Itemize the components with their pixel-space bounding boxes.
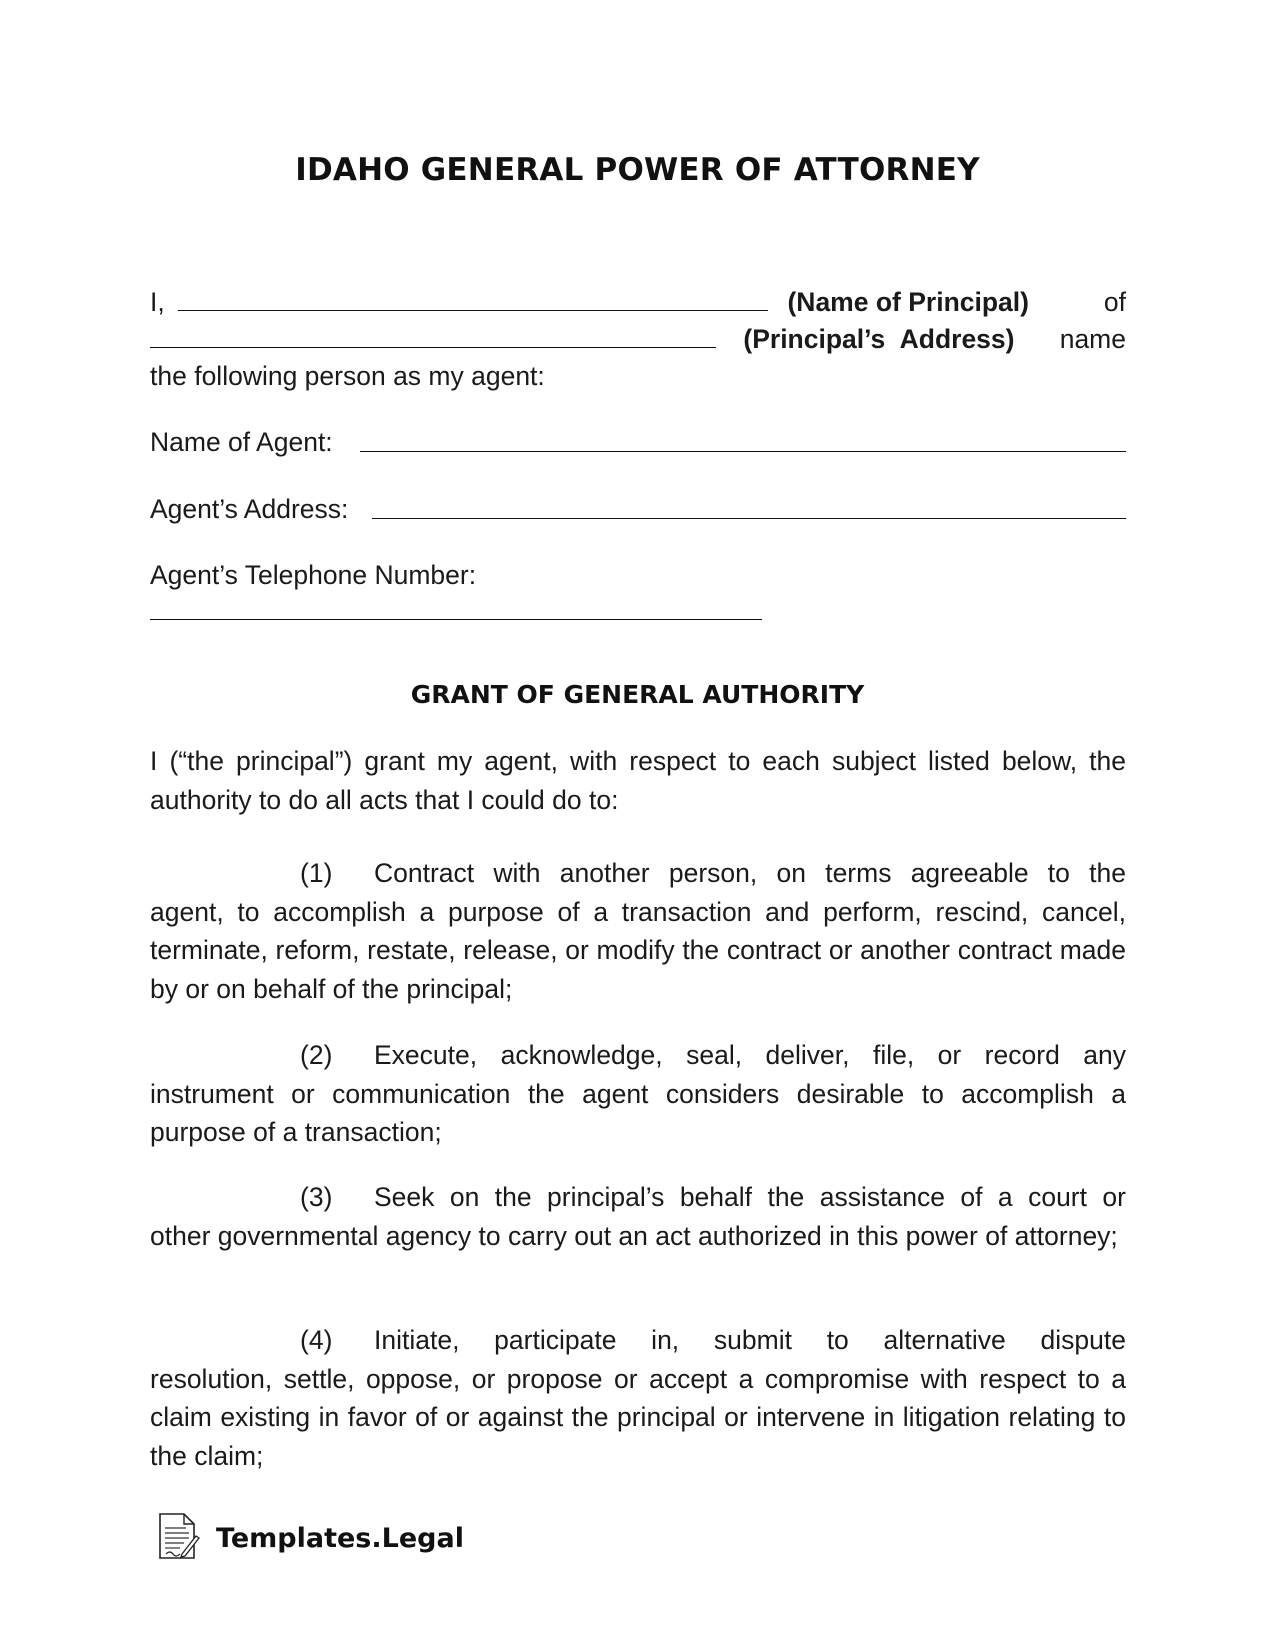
agent-phone-row xyxy=(150,556,1126,594)
agent-phone-label: Agent’s Telephone Number: xyxy=(150,560,477,590)
grant-item-rest: agent, to accomplish a purpose of a transaction and perform, rescind, cancel, terminate, reform, restate, release, or modify the contract or another contract made by or on behalf of the principal; xyxy=(150,896,1126,1004)
principal-address-blank[interactable] xyxy=(150,325,716,348)
grant-item-number: (1) xyxy=(300,858,333,888)
agent-phone-blank[interactable] xyxy=(150,597,762,620)
document-pen-icon xyxy=(156,1510,200,1566)
grant-item-first-text: Seek on the principal’s behalf the assistance of a court or xyxy=(374,1182,1126,1212)
grant-item-first-line xyxy=(150,1036,1126,1075)
agent-name-label: Name of Agent: xyxy=(150,427,333,457)
footer-brand xyxy=(156,1510,464,1566)
grant-item-rest: instrument or communication the agent considers desirable to accomplish a purpose of a transaction; xyxy=(150,1078,1126,1147)
document-title: IDAHO GENERAL POWER OF ATTORNEY xyxy=(295,152,980,188)
agent-address-row xyxy=(150,490,1126,528)
grant-item xyxy=(150,1321,1126,1475)
grant-item-number: (4) xyxy=(300,1325,333,1355)
grant-item-rest: other governmental agency to carry out an act authorized in this power of attorney; xyxy=(150,1220,1118,1251)
grant-item-number: (2) xyxy=(300,1040,333,1070)
grant-item-first-line xyxy=(150,1321,1126,1360)
grant-item-first-text: Initiate, participate in, submit to alternative dispute xyxy=(374,1325,1126,1355)
grant-item-rest: resolution, settle, oppose, or propose or accept a compromise with respect to a claim existing in favor of or against the principal or intervene in litigation relating to the claim; xyxy=(150,1363,1126,1471)
principal-address-row xyxy=(150,320,1126,358)
agent-address-label: Agent’s Address: xyxy=(150,494,349,524)
principal-name-row xyxy=(150,283,1126,321)
grant-item xyxy=(150,1178,1126,1255)
principal-address-label: (Principal’s Address) xyxy=(743,324,1015,354)
of-word: of xyxy=(1103,287,1126,317)
agent-address-blank[interactable] xyxy=(372,496,1126,519)
agent-phone-line-row xyxy=(150,592,1126,630)
grant-item-number: (3) xyxy=(300,1182,333,1212)
footer-brand-text[interactable]: Templates.Legal xyxy=(216,1522,464,1554)
principal-name-blank[interactable] xyxy=(178,288,768,311)
grant-item xyxy=(150,854,1126,1008)
agent-name-row xyxy=(150,423,1126,461)
principal-prefix: I, xyxy=(150,287,165,317)
grant-item-first-line xyxy=(150,1178,1126,1217)
grant-item-first-text: Contract with another person, on terms agreeable to the xyxy=(374,858,1126,888)
grant-intro: I (“the principal”) grant my agent, with respect to each subject listed below, the authority to do all acts that I could do to: xyxy=(150,746,1126,815)
name-word: name xyxy=(1059,324,1126,354)
grant-item xyxy=(150,1036,1126,1152)
grant-item-first-line xyxy=(150,854,1126,893)
grant-item-first-text: Execute, acknowledge, seal, deliver, file, or record any xyxy=(374,1040,1126,1070)
principal-name-label: (Name of Principal) xyxy=(787,287,1029,317)
principal-continuation: the following person as my agent: xyxy=(150,361,545,391)
grant-heading: GRANT OF GENERAL AUTHORITY xyxy=(410,680,865,709)
agent-name-blank[interactable] xyxy=(360,429,1126,452)
